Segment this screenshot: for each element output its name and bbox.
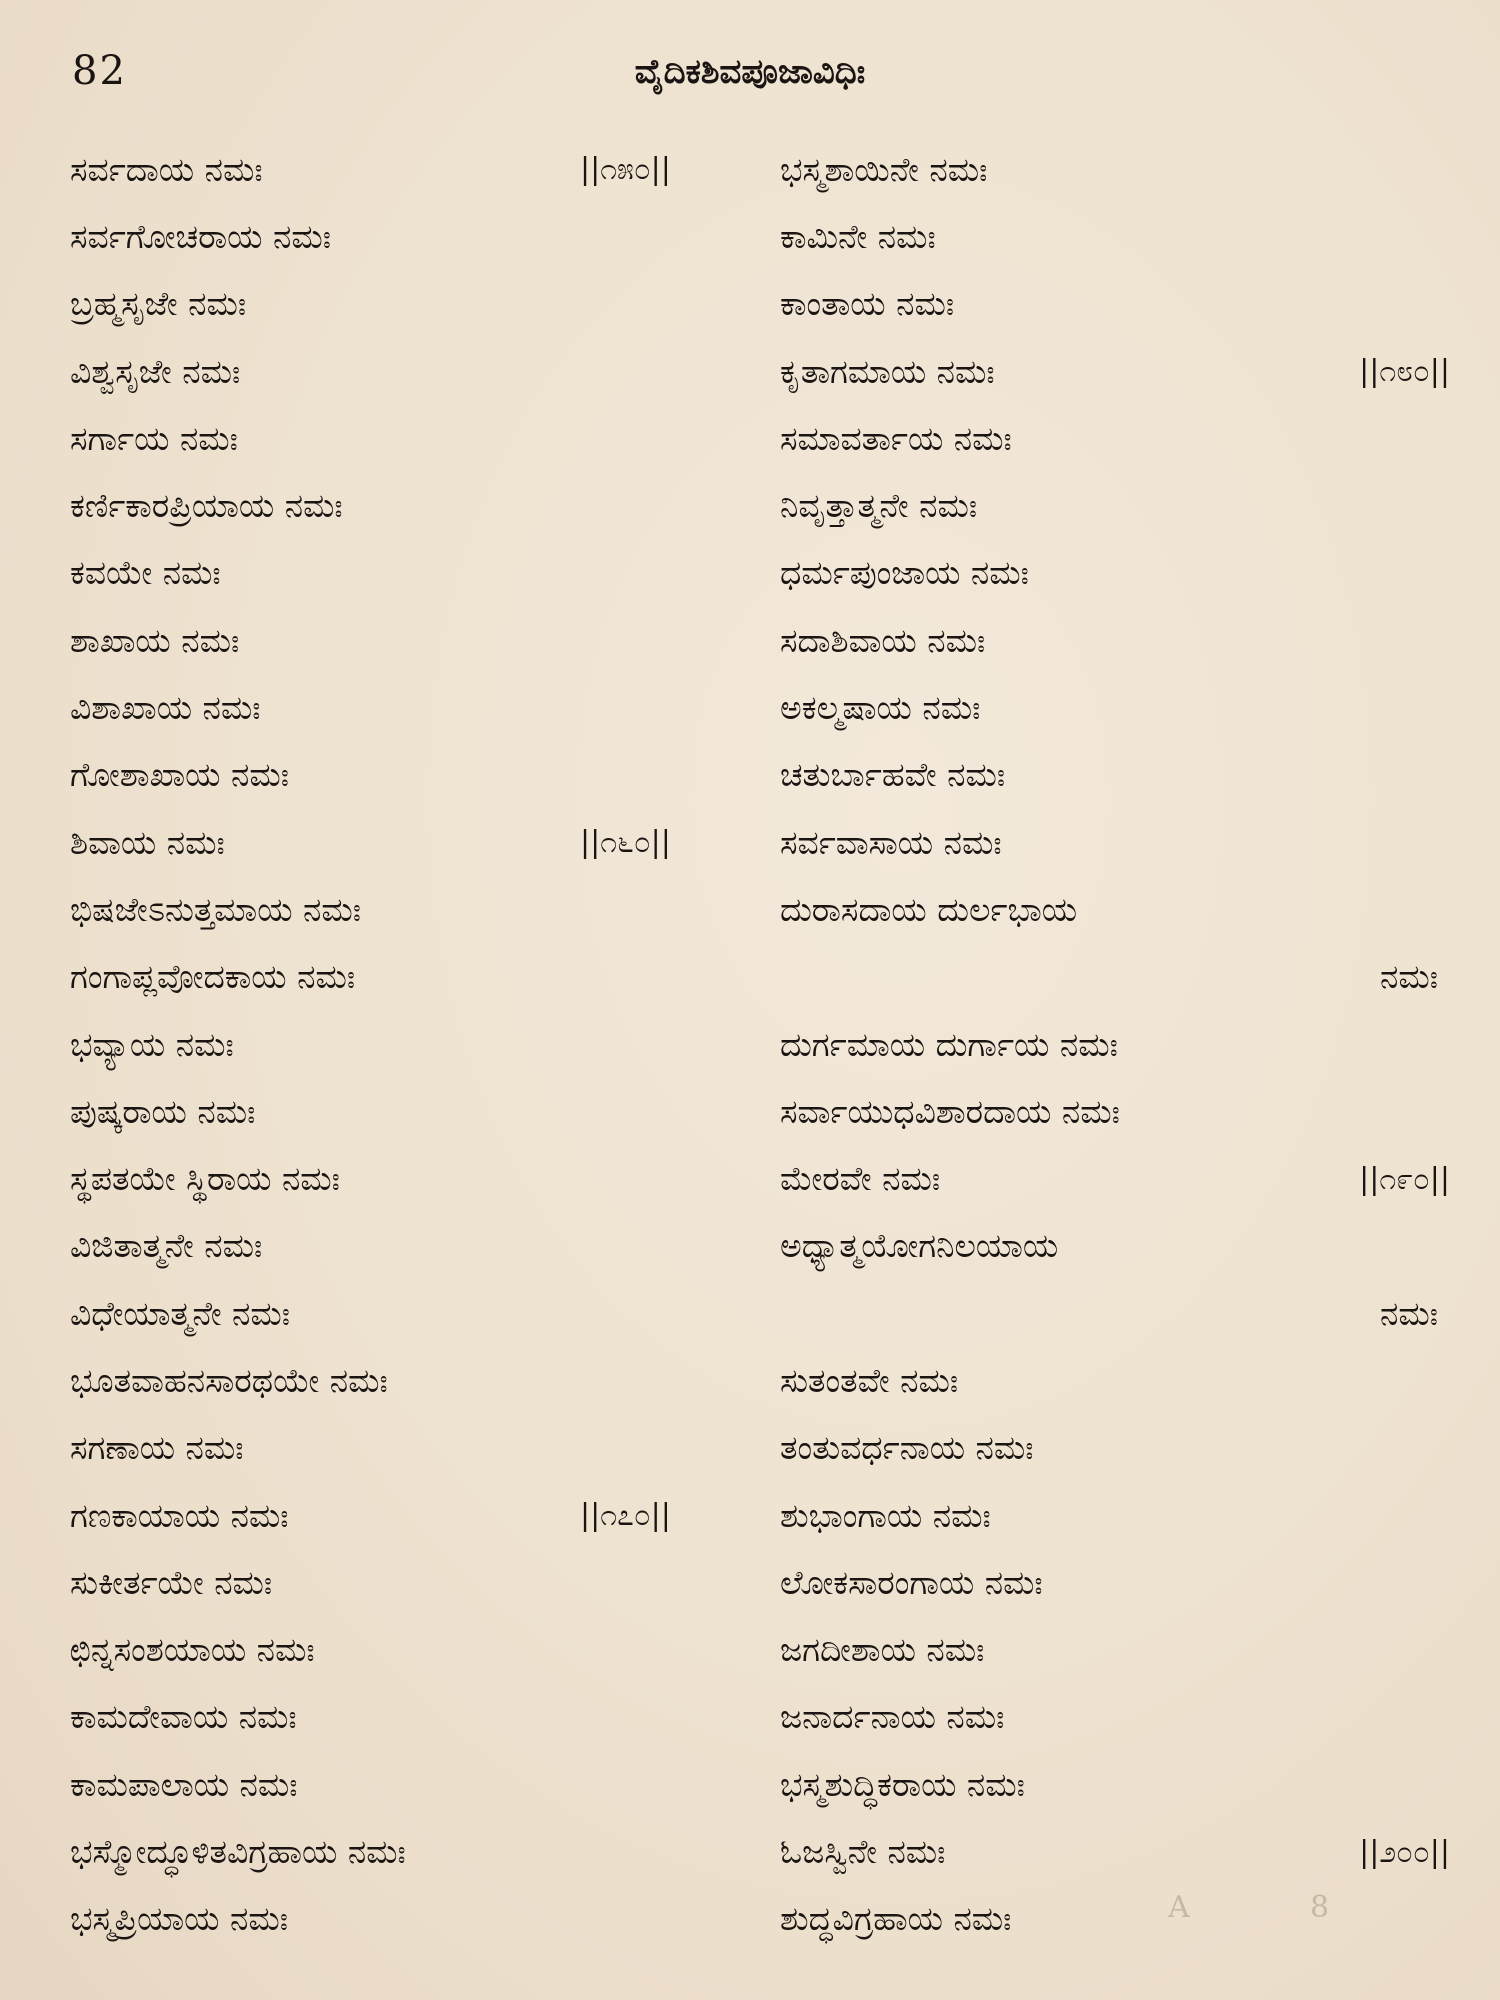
mantra-text: ವಿಜಿತಾತ್ಮನೇ ನಮಃ	[70, 1226, 263, 1266]
mantra-text: ಕರ್ಣಿಕಾರಪ್ರಿಯಾಯ ನಮಃ	[70, 486, 343, 526]
mantra-text: ಶುದ್ಧವಿಗ್ರಹಾಯ ನಮಃ	[780, 1899, 1012, 1939]
mantra-line	[780, 809, 1470, 876]
mantra-line	[70, 1415, 760, 1482]
mantra-line-continuation	[780, 944, 1470, 1011]
mantra-line	[70, 405, 760, 472]
mantra-text: ಕಾಮದೇವಾಯ ನಮಃ	[70, 1697, 297, 1737]
mantra-line	[780, 1078, 1470, 1145]
mantra-line	[780, 1415, 1470, 1482]
mantra-text: ಪುಷ್ಕರಾಯ ನಮಃ	[70, 1091, 256, 1131]
mantra-text: ಗಣಕಾಯಾಯ ನಮಃ	[70, 1495, 289, 1535]
mantra-line	[70, 674, 760, 741]
mantra-line	[780, 607, 1470, 674]
mantra-line	[70, 1011, 760, 1078]
mantra-text: ಲೋಕಸಾರಂಗಾಯ ನಮಃ	[780, 1562, 1043, 1602]
mantra-text: ಸಗಣಾಯ ನಮಃ	[70, 1428, 244, 1468]
mantra-text: ಕೃತಾಗಮಾಯ ನಮಃ	[780, 351, 995, 391]
mantra-text: ಭೂತವಾಹನಸಾರಥಯೇ ನಮಃ	[70, 1360, 388, 1400]
mantra-line	[70, 1684, 760, 1751]
mantra-line	[70, 876, 760, 943]
mantra-line	[70, 1617, 760, 1684]
mantra-text: ಸರ್ವವಾಸಾಯ ನಮಃ	[780, 822, 1002, 862]
mantra-line	[780, 1751, 1470, 1818]
mantra-line	[70, 1213, 760, 1280]
mantra-text: ಭಸ್ಮೋದ್ಧೂಳಿತವಿಗ್ರಹಾಯ ನಮಃ	[70, 1832, 406, 1872]
mantra-text: ಕಾಮಪಾಲಾಯ ನಮಃ	[70, 1764, 298, 1804]
bleed-through-mark-b: 8	[1310, 1890, 1330, 1925]
mantra-text: ವಿಶ್ವಸೃಜೇ ನಮಃ	[70, 351, 241, 391]
page-number: 82	[72, 48, 127, 94]
mantra-line	[70, 203, 760, 270]
mantra-text: ಸ್ಥಪತಯೇ ಸ್ಥಿರಾಯ ನಮಃ	[70, 1159, 340, 1199]
mantra-line	[780, 674, 1470, 741]
mantra-line	[70, 1347, 760, 1414]
mantra-text: ಕವಯೇ ನಮಃ	[70, 553, 221, 593]
verse-number: ||೧೯೦||	[1359, 1161, 1450, 1197]
mantra-text: ಗೋಶಾಖಾಯ ನಮಃ	[70, 755, 289, 795]
mantra-text: ಛಿನ್ನಸಂಶಯಾಯ ನಮಃ	[70, 1630, 315, 1670]
mantra-line	[780, 540, 1470, 607]
right-column	[780, 136, 1470, 1953]
mantra-line	[70, 607, 760, 674]
mantra-text: ಸರ್ಗಾಯ ನಮಃ	[70, 418, 238, 458]
mantra-text: ಶುಭಾಂಗಾಯ ನಮಃ	[780, 1495, 991, 1535]
mantra-line	[780, 405, 1470, 472]
mantra-line	[70, 1751, 760, 1818]
mantra-text: ಧರ್ಮಪುಂಜಾಯ ನಮಃ	[780, 553, 1029, 593]
verse-number: ||೨೦೦||	[1359, 1834, 1450, 1870]
mantra-line-continuation	[780, 1280, 1470, 1347]
mantra-text: ಭಿಷಜೇಽನುತ್ತಮಾಯ ನಮಃ	[70, 889, 361, 929]
mantra-text: ಭಸ್ಮಶುದ್ಧಿಕರಾಯ ನಮಃ	[780, 1764, 1025, 1804]
mantra-text: ಬ್ರಹ್ಮಸೃಜೇ ನಮಃ	[70, 284, 247, 324]
mantra-line	[780, 742, 1470, 809]
mantra-line	[780, 338, 1470, 405]
left-column	[70, 136, 760, 1953]
mantra-line	[780, 1347, 1470, 1414]
mantra-line	[70, 1482, 760, 1549]
mantra-line	[780, 271, 1470, 338]
mantra-text: ಕಾಮಿನೇ ನಮಃ	[780, 216, 936, 256]
mantra-line	[780, 1818, 1470, 1885]
mantra-text: ಅಧ್ಯಾತ್ಮಯೋಗನಿಲಯಾಯ	[780, 1226, 1059, 1266]
mantra-text: ಸುಕೀರ್ತಯೇ ನಮಃ	[70, 1562, 273, 1602]
mantra-text: ಭವ್ಯಾಯ ನಮಃ	[70, 1024, 234, 1064]
mantra-line	[70, 944, 760, 1011]
mantra-text: ಜಗದೀಶಾಯ ನಮಃ	[780, 1630, 985, 1670]
mantra-line	[70, 1886, 760, 1953]
mantra-text: ಮೇರವೇ ನಮಃ	[780, 1159, 941, 1199]
mantra-text: ತಂತುವರ್ಧನಾಯ ನಮಃ	[780, 1428, 1034, 1468]
verse-number: ||೧೫೦||	[580, 152, 671, 188]
mantra-text: ಸರ್ವಗೋಚರಾಯ ನಮಃ	[70, 216, 331, 256]
running-title: ವೈದಿಕಶಿವಪೂಜಾವಿಧಿಃ	[634, 52, 866, 92]
mantra-line	[70, 1078, 760, 1145]
mantra-text: ಸಮಾವರ್ತಾಯ ನಮಃ	[780, 418, 1012, 458]
mantra-line	[780, 203, 1470, 270]
mantra-line	[780, 1482, 1470, 1549]
mantra-text: ಶಾಖಾಯ ನಮಃ	[70, 620, 240, 660]
mantra-line	[70, 809, 760, 876]
mantra-text: ದುರಾಸದಾಯ ದುರ್ಲಭಾಯ	[780, 889, 1078, 929]
mantra-text: ವಿಧೇಯಾತ್ಮನೇ ನಮಃ	[70, 1293, 291, 1333]
mantra-line	[780, 1684, 1470, 1751]
mantra-line	[70, 136, 760, 203]
mantra-text: ಸದಾಶಿವಾಯ ನಮಃ	[780, 620, 986, 660]
mantra-text: ಅಕಲ್ಮಷಾಯ ನಮಃ	[780, 688, 981, 728]
mantra-text: ಚತುರ್ಬಾಹವೇ ನಮಃ	[780, 755, 1006, 795]
mantra-line	[780, 136, 1470, 203]
mantra-line	[780, 1886, 1470, 1953]
mantra-text: ಗಂಗಾಪ್ಲವೋದಕಾಯ ನಮಃ	[70, 957, 356, 997]
verse-number: ||೧೭೦||	[580, 1498, 671, 1534]
mantra-line	[780, 1617, 1470, 1684]
mantra-line	[70, 1549, 760, 1616]
mantra-text: ದುರ್ಗಮಾಯ ದುರ್ಗಾಯ ನಮಃ	[780, 1024, 1118, 1064]
bleed-through-mark-a: A	[1168, 1890, 1190, 1925]
mantra-line	[780, 1011, 1470, 1078]
mantra-line	[780, 876, 1470, 943]
mantra-text: ನಮಃ	[1380, 1293, 1438, 1333]
mantra-line	[780, 1145, 1470, 1212]
mantra-line	[70, 1280, 760, 1347]
mantra-text: ನಿವೃತ್ತಾತ್ಮನೇ ನಮಃ	[780, 486, 978, 526]
mantra-line	[70, 1818, 760, 1885]
mantra-line	[70, 338, 760, 405]
mantra-text: ಓಜಸ್ವಿನೇ ನಮಃ	[780, 1832, 946, 1872]
mantra-line	[780, 472, 1470, 539]
mantra-line	[780, 1213, 1470, 1280]
verse-number: ||೧೬೦||	[580, 825, 671, 861]
mantra-text: ಸರ್ವದಾಯ ನಮಃ	[70, 149, 263, 189]
mantra-text: ಸರ್ವಾಯುಧವಿಶಾರದಾಯ ನಮಃ	[780, 1091, 1120, 1131]
mantra-text: ಭಸ್ಮಶಾಯಿನೇ ನಮಃ	[780, 149, 988, 189]
mantra-text: ವಿಶಾಖಾಯ ನಮಃ	[70, 688, 261, 728]
mantra-line	[70, 742, 760, 809]
mantra-text: ಸುತಂತವೇ ನಮಃ	[780, 1360, 959, 1400]
mantra-text: ಜನಾರ್ದನಾಯ ನಮಃ	[780, 1697, 1005, 1737]
mantra-line	[70, 271, 760, 338]
mantra-line	[70, 472, 760, 539]
mantra-line	[780, 1549, 1470, 1616]
mantra-line	[70, 540, 760, 607]
mantra-text: ನಮಃ	[1380, 957, 1438, 997]
mantra-text: ಶಿವಾಯ ನಮಃ	[70, 822, 225, 862]
mantra-text: ಭಸ್ಮಪ್ರಿಯಾಯ ನಮಃ	[70, 1899, 288, 1939]
mantra-text: ಕಾಂತಾಯ ನಮಃ	[780, 284, 955, 324]
verse-number: ||೧೮೦||	[1359, 354, 1450, 390]
mantra-line	[70, 1145, 760, 1212]
